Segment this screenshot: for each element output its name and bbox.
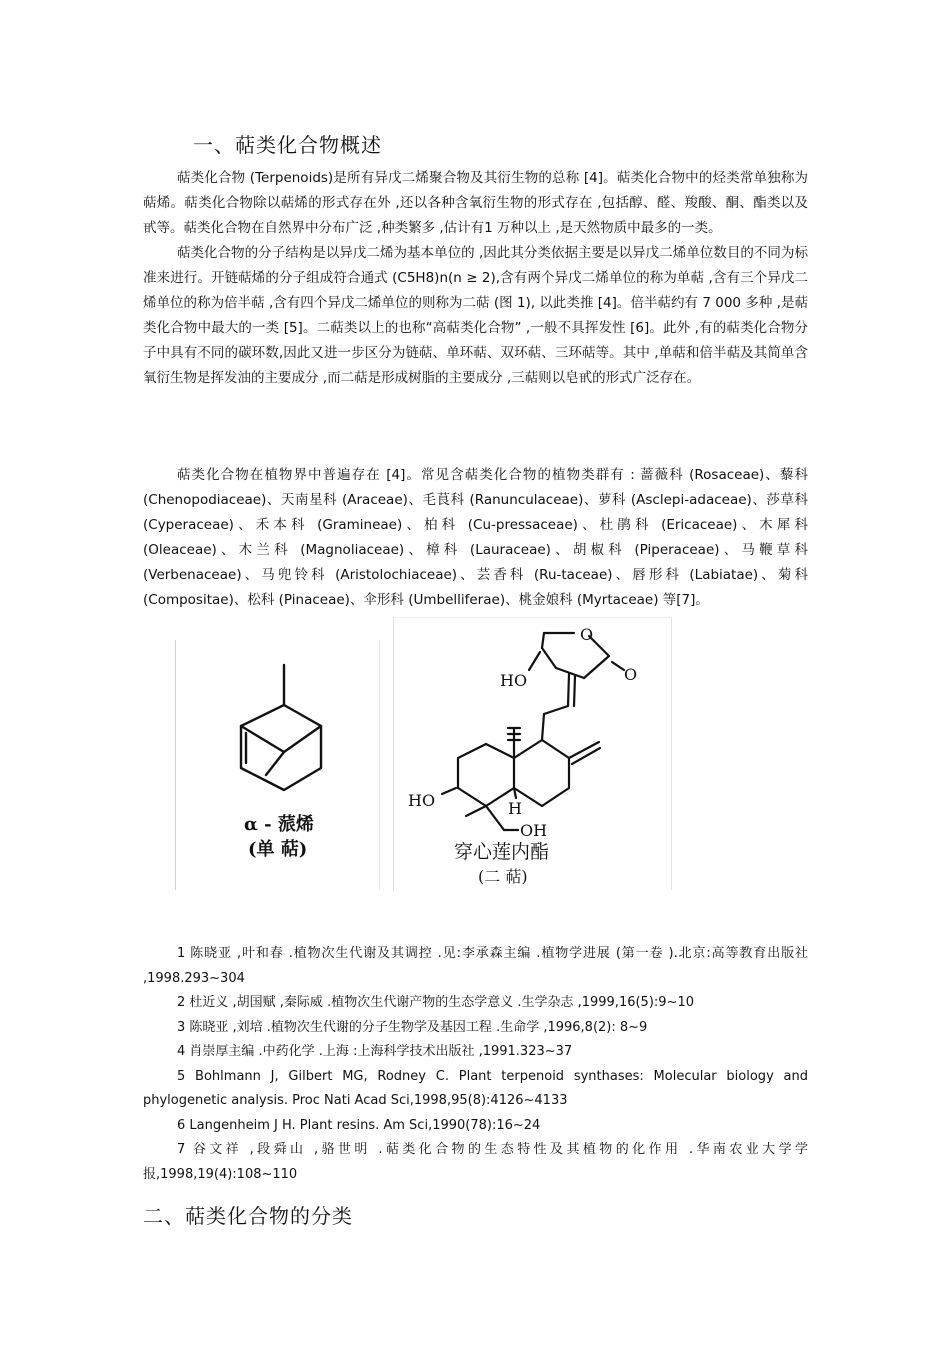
- andrographolide-structure: [394, 618, 671, 890]
- intro-paragraphs: [143, 166, 808, 391]
- figure2-name: 穿心莲内酯: [454, 841, 550, 863]
- atom-ho-left: HO: [408, 791, 436, 810]
- figure2-class: (二 萜): [478, 867, 528, 886]
- paragraph-structure: 萜类化合物的分子结构是以异戊二烯为基本单位的 ,因此其分类依据主要是以异戊二烯单位数目的不同为标准来进行。开链萜烯的分子组成符合通式 (C5H8)n(n ≥ 2),含有两个异戊二烯单位的称为单萜 ,含有三个异戊二烯单位的称为倍半萜 ,含有四个异戊二烯单位的则称为二萜 (图 1), 以此类推 [4]。倍半萜约有 7 000 多种 ,是萜类化合物中最大的一类 [5]。二萜类以上的也称“高萜类化合物” ,一般不具挥发性 [6]。此外 ,有的萜类化合物分子中具有不同的碳环数,因此又进一步区分为链萜、单环萜、双环萜、三环萜等。其中 ,单萜和倍半萜及其简单含氧衍生物是挥发油的主要成分 ,而二萜是形成树脂的主要成分 ,三萜则以皂甙的形式广泛存在。: [143, 245, 808, 386]
- alpha-pinene-structure: [176, 640, 379, 890]
- atom-o-ring: O: [580, 625, 594, 644]
- atom-h: H: [508, 799, 522, 818]
- plant-distribution-block: [143, 463, 808, 613]
- figure-alpha-pinene: [175, 640, 380, 890]
- reference-list: [143, 942, 808, 1187]
- reference-item: 3 陈晓亚 ,刘培 .植物次生代谢的分子生物学及基因工程 .生命学 ,1996,8(2): 8~9: [177, 1019, 648, 1035]
- figure1-name: α - 蒎烯: [244, 814, 314, 835]
- figure1-class: (单 萜): [248, 839, 308, 860]
- atom-o-carbonyl: O: [624, 665, 638, 684]
- section-1-title: 一、萜类化合物概述: [193, 133, 382, 157]
- paragraph-definition: 萜类化合物 (Terpenoids)是所有异戊二烯聚合物及其衍生物的总称 [4]。萜类化合物中的烃类常单独称为萜烯。萜类化合物除以萜烯的形式存在外 ,还以各种含氧衍生物的形式存在 ,包括醇、醛、羧酸、酮、酯类以及甙等。萜类化合物在自然界中分布广泛 ,种类繁多 ,估计有1 万种以上 ,是天然物质中最多的一类。: [143, 170, 808, 236]
- reference-item: 6 Langenheim J H. Plant resins. Am Sci,1990(78):16~24: [177, 1117, 541, 1133]
- figure-andrographolide: [393, 617, 672, 890]
- section-2-title: 二、萜类化合物的分类: [143, 1204, 353, 1228]
- reference-item: 5 Bohlmann J, Gilbert MG, Rodney C. Plant terpenoid synthases: Molecular biology and phylogenetic analysis. Proc Nati Acad Sci,1998,95(8):4126~4133: [143, 1068, 808, 1108]
- reference-item: 1 陈晓亚 ,叶和春 .植物次生代谢及其调控 .见:李承森主编 .植物学进展 (第一卷 ).北京:高等教育出版社 ,1998.293~304: [143, 946, 808, 986]
- atom-oh: OH: [520, 821, 548, 840]
- reference-item: 7 谷文祥 ,段舜山 ,骆世明 .萜类化合物的生态特性及其植物的化作用 .华南农业大学学报,1998,19(4):108~110: [143, 1142, 808, 1182]
- reference-item: 4 肖崇厚主编 .中药化学 .上海 :上海科学技术出版社 ,1991.323~37: [177, 1044, 573, 1059]
- paragraph-plant-families: 萜类化合物在植物界中普遍存在 [4]。常见含萜类化合物的植物类群有 : 蔷薇科 (Rosaceae)、藜科 (Chenopodiaceae)、天南星科 (Araceae)、毛茛科 (Ranunculaceae)、萝科 (Asclepi-adaceae)、莎草科 (Cyperaceae)、禾本科 (Gramineae)、柏科 (Cu-pressaceae)、杜鹃科 (Ericaceae)、木犀科 (Oleaceae)、木兰科 (Magnoliaceae)、樟科 (Lauraceae)、胡椒科 (Piperaceae)、马鞭草科 (Verbenaceae)、马兜铃科 (Aristolochiaceae)、芸香科 (Ru-taceae)、唇形科 (Labiatae)、菊科 (Compositae)、松科 (Pinaceae)、伞形科 (Umbelliferae)、桃金娘科 (Myrtaceae) 等[7]。: [143, 467, 808, 608]
- reference-item: 2 杜近义 ,胡国赋 ,秦际威 .植物次生代谢产物的生态学意义 .生学杂志 ,1999,16(5):9~10: [177, 995, 694, 1010]
- atom-ho-top: HO: [500, 671, 528, 690]
